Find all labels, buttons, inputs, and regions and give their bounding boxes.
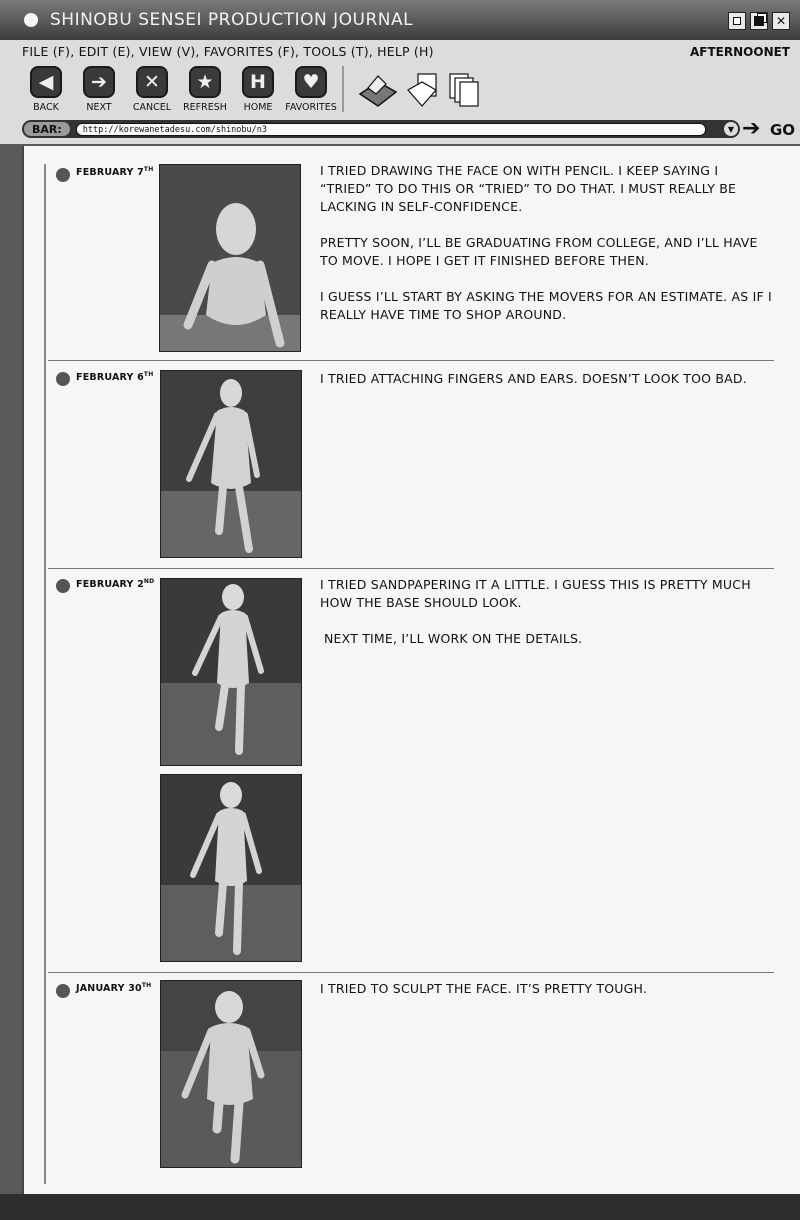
go-arrow-icon[interactable]: ➔ (742, 116, 761, 141)
minimize-button[interactable] (728, 12, 746, 30)
entry-paragraph: I GUESS I’LL START BY ASKING THE MOVERS FOR AN ESTIMATE. AS IF I REALLY HAVE TIME TO SHOP AROUND. (320, 289, 772, 322)
entry-bullet-icon (56, 984, 70, 998)
favorites-button[interactable] (285, 66, 337, 113)
entry-date-text: FEBRUARY 2 (76, 579, 144, 591)
figure-photo (160, 165, 301, 352)
extra-tools (356, 68, 480, 113)
back-arrow-icon: ◀ (30, 66, 62, 98)
address-bar (22, 120, 740, 138)
entry-date (76, 371, 153, 383)
close-button[interactable] (772, 12, 790, 30)
toolbar (20, 66, 480, 113)
entry-divider (48, 568, 774, 569)
back-button[interactable] (20, 66, 72, 113)
figure-photo (161, 579, 302, 766)
favorites-label: FAVORITES (285, 102, 337, 113)
entry-bullet-icon (56, 372, 70, 386)
minimize-icon (733, 17, 741, 25)
copy-pages-icon[interactable] (446, 72, 480, 110)
url-input[interactable]: http://korewanetadesu.com/shinobu/n3 (76, 123, 706, 136)
entry-date (76, 578, 154, 590)
window-controls (728, 12, 790, 30)
window-title: SHINOBU SENSEI PRODUCTION JOURNAL (50, 10, 414, 30)
entry-paragraph: I TRIED ATTACHING FINGERS AND EARS. DOESN’T LOOK TOO BAD. (320, 371, 747, 386)
next-label: NEXT (86, 102, 112, 113)
entry-text (320, 162, 772, 342)
home-button[interactable] (232, 66, 284, 113)
entry-text (320, 576, 772, 666)
app-icon (24, 13, 38, 27)
home-label: HOME (243, 102, 273, 113)
entry-paragraph: I TRIED SANDPAPERING IT A LITTLE. I GUESS THIS IS PRETTY MUCH HOW THE BASE SHOULD LOOK. (320, 577, 751, 610)
entry-divider (48, 972, 774, 973)
page-content (22, 146, 800, 1194)
entry-photo (160, 578, 302, 766)
cancel-x-icon: ✕ (136, 66, 168, 98)
refresh-star-icon: ★ (189, 66, 221, 98)
entry-date-text: FEBRUARY 7 (76, 167, 144, 179)
entry-date-text: FEBRUARY 6 (76, 372, 144, 384)
entry-paragraph: I TRIED DRAWING THE FACE ON WITH PENCIL. I KEEP SAYING I “TRIED” TO DO THIS OR “TRIED” TO DO THAT. I MUST REALLY BE LACKING IN SELF-CONFIDENCE. (320, 163, 737, 214)
menu-bar[interactable]: FILE (F), EDIT (E), VIEW (V), FAVORITES (F), TOOLS (T), HELP (H) (22, 44, 434, 59)
entry-bullet-icon (56, 168, 70, 182)
entry-bullet-icon (56, 579, 70, 593)
next-button[interactable] (73, 66, 125, 113)
entry-text (320, 370, 772, 406)
cancel-button[interactable] (126, 66, 178, 113)
print-icon[interactable] (356, 72, 400, 110)
browser-chrome (0, 40, 800, 144)
close-icon: ✕ (775, 14, 787, 28)
entry-photo (160, 980, 302, 1168)
entry-date-suffix: TH (143, 371, 154, 378)
go-button[interactable]: GO (770, 121, 796, 139)
address-bar-label: BAR: (24, 122, 70, 136)
next-arrow-icon: ➔ (83, 66, 115, 98)
entry-date (76, 166, 153, 178)
home-icon: H (242, 66, 274, 98)
title-bar (0, 0, 800, 40)
timeline-line (44, 164, 46, 1184)
mail-icon[interactable] (406, 72, 440, 110)
back-label: BACK (33, 102, 59, 113)
figure-photo (161, 371, 302, 558)
url-dropdown-icon[interactable]: ▼ (724, 122, 738, 136)
figure-photo (161, 775, 302, 962)
entry-paragraph: I TRIED TO SCULPT THE FACE. IT’S PRETTY TOUGH. (320, 981, 648, 996)
entry-photo (159, 164, 301, 352)
refresh-button[interactable] (179, 66, 231, 113)
entry-photo (160, 370, 302, 558)
entry-photo (160, 774, 302, 962)
entry-divider (48, 360, 774, 361)
brand-label: AFTERNOONET (690, 45, 790, 59)
entry-date-suffix: TH (143, 166, 154, 173)
refresh-label: REFRESH (183, 102, 227, 113)
entry-date-text: JANUARY 30 (76, 983, 142, 995)
cancel-label: CANCEL (132, 102, 172, 113)
entry-date-suffix: TH (141, 982, 152, 989)
status-bar (0, 1194, 800, 1220)
entry-date-suffix: ND (143, 578, 155, 585)
figure-photo (161, 981, 302, 1168)
entry-text (320, 980, 772, 1016)
heart-icon: ♥ (295, 66, 327, 98)
entry-date (76, 982, 151, 994)
restore-icon (754, 16, 764, 26)
toolbar-divider (342, 66, 344, 112)
restore-button[interactable] (750, 12, 768, 30)
entry-paragraph: PRETTY SOON, I’LL BE GRADUATING FROM COLLEGE, AND I’LL HAVE TO MOVE. I HOPE I GET IT FINISHED BEFORE THEN. (320, 235, 758, 268)
entry-paragraph: NEXT TIME, I’LL WORK ON THE DETAILS. (324, 631, 583, 646)
